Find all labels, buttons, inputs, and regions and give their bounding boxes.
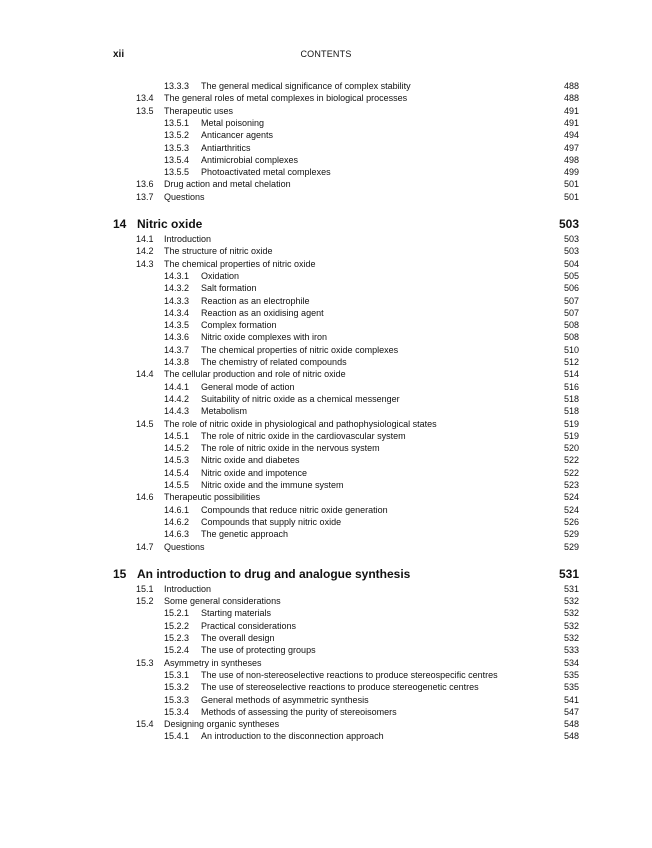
toc-number: 13.4 xyxy=(136,93,154,104)
toc-number: 14.5.2 xyxy=(164,443,190,454)
toc-subsection xyxy=(164,142,579,154)
toc-section xyxy=(136,583,579,595)
toc-number: 14.2 xyxy=(136,246,154,257)
toc-subsection xyxy=(164,669,579,681)
toc-page: 518 xyxy=(563,393,579,404)
toc-page: 535 xyxy=(563,669,579,680)
toc-number: 14.4.3 xyxy=(164,406,190,417)
toc-title: Nitric oxide and impotence xyxy=(201,467,308,478)
toc-page: 522 xyxy=(563,455,579,466)
toc-number: 15.3.2 xyxy=(164,682,190,693)
toc-number: 15.2.1 xyxy=(164,608,190,619)
toc-title: The structure of nitric oxide xyxy=(164,246,273,257)
toc-subsection xyxy=(164,620,579,632)
toc-number: 15.3.4 xyxy=(164,706,190,717)
toc-number: 14.4.2 xyxy=(164,393,190,404)
toc-number: 15.1 xyxy=(136,583,154,594)
toc-title: Anticancer agents xyxy=(201,130,274,141)
toc-subsection xyxy=(164,632,579,644)
toc-title: The chemistry of related compounds xyxy=(201,357,347,367)
toc-page: 520 xyxy=(563,443,579,454)
toc-page: 508 xyxy=(563,332,579,343)
toc-number: 14.1 xyxy=(136,234,154,244)
running-title: CONTENTS xyxy=(300,49,352,59)
toc-number: 14.3 xyxy=(136,258,154,269)
toc-title: Oxidation xyxy=(201,270,240,281)
toc-title: The general roles of metal complexes in biological processes xyxy=(164,93,408,104)
toc-subsection xyxy=(164,694,579,706)
toc-section xyxy=(136,178,579,190)
toc-subsection xyxy=(164,479,579,491)
toc-title: The role of nitric oxide in the cardiovascular system xyxy=(201,430,406,441)
toc-section xyxy=(136,595,579,607)
toc-subsection xyxy=(164,528,579,540)
toc-page: 533 xyxy=(563,645,579,656)
toc-title: General methods of asymmetric synthesis xyxy=(201,694,369,705)
toc-number: 14.3.8 xyxy=(164,357,190,367)
toc-page: 524 xyxy=(563,492,579,503)
toc-page: 505 xyxy=(563,270,579,281)
toc-title: The overall design xyxy=(201,633,275,643)
toc-subsection xyxy=(164,430,579,442)
toc-page: 491 xyxy=(563,105,579,116)
toc-title: Nitric oxide xyxy=(137,217,203,231)
toc-section xyxy=(136,541,579,553)
toc-subsection xyxy=(164,331,579,343)
toc-page: 541 xyxy=(563,694,579,705)
toc-subsection xyxy=(164,295,579,307)
toc-subsection xyxy=(164,681,579,693)
toc-title: Questions xyxy=(164,541,205,552)
toc-page: 522 xyxy=(563,467,579,478)
toc-number: 14.6.3 xyxy=(164,529,190,540)
toc-chapter xyxy=(113,566,579,582)
toc-page: 519 xyxy=(563,418,579,429)
toc-title: The use of protecting groups xyxy=(201,645,316,656)
toc-subsection xyxy=(164,80,579,92)
toc-subsection xyxy=(164,319,579,331)
toc-number: 14.3.1 xyxy=(164,270,190,281)
toc-subsection xyxy=(164,607,579,619)
toc-number: 13.5.4 xyxy=(164,154,190,165)
toc-section xyxy=(136,657,579,669)
toc-page: 503 xyxy=(563,246,579,257)
toc-title: Compounds that supply nitric oxide xyxy=(201,516,342,527)
toc-title: Complex formation xyxy=(201,320,277,331)
toc-number: 13.7 xyxy=(136,191,154,202)
toc-number: 15.3.3 xyxy=(164,694,190,705)
toc-title: An introduction to drug and analogue synthesis xyxy=(137,566,411,581)
toc-page: 507 xyxy=(563,295,579,306)
toc-page: 499 xyxy=(563,167,579,178)
toc-page: 547 xyxy=(563,706,579,717)
toc-title: Questions xyxy=(164,191,205,202)
toc-section xyxy=(136,105,579,117)
toc-number: 14.7 xyxy=(136,541,154,552)
toc-title: Asymmetry in syntheses xyxy=(164,657,262,668)
toc-subsection xyxy=(164,393,579,405)
toc-number: 14.5.4 xyxy=(164,467,190,478)
toc-subsection xyxy=(164,270,579,282)
toc-section xyxy=(136,245,579,257)
toc-subsection xyxy=(164,706,579,718)
toc-page: 531 xyxy=(558,566,579,581)
toc-title: Metal poisoning xyxy=(201,117,265,128)
toc-number: 15.3.1 xyxy=(164,669,190,680)
toc-section xyxy=(136,191,579,203)
toc-page: 532 xyxy=(563,620,579,631)
toc-subsection xyxy=(164,730,579,742)
toc-number: 15.2.3 xyxy=(164,633,190,643)
toc-subsection xyxy=(164,516,579,528)
toc-title: Drug action and metal chelation xyxy=(164,179,291,190)
toc-page: 512 xyxy=(563,357,579,367)
toc-page: 508 xyxy=(563,320,579,331)
toc-chapter xyxy=(113,216,579,232)
toc-page: 529 xyxy=(563,541,579,552)
toc-page: 519 xyxy=(563,430,579,441)
toc-number: 14 xyxy=(113,217,127,231)
toc-title: Methods of assessing the purity of stereoisomers xyxy=(201,706,397,717)
toc-title: Antiarthritics xyxy=(201,142,251,153)
toc-number: 15.2.2 xyxy=(164,620,190,631)
toc-section xyxy=(136,92,579,104)
toc-section xyxy=(136,418,579,430)
toc-page: 503 xyxy=(563,234,579,244)
toc-section xyxy=(136,258,579,270)
toc-number: 15.3 xyxy=(136,657,154,668)
toc-title: Starting materials xyxy=(201,608,272,619)
toc-subsection xyxy=(164,454,579,466)
toc-number: 13.5.2 xyxy=(164,130,190,141)
toc-subsection xyxy=(164,504,579,516)
toc-title: Salt formation xyxy=(201,283,257,294)
toc-number: 15.2.4 xyxy=(164,645,190,656)
toc-number: 14.3.2 xyxy=(164,283,190,294)
toc-number: 15.2 xyxy=(136,596,154,607)
toc-number: 14.6.1 xyxy=(164,504,190,515)
toc-page: 518 xyxy=(563,406,579,417)
toc-number: 14.5.5 xyxy=(164,480,190,490)
toc-number: 14.3.5 xyxy=(164,320,190,331)
toc-page: 497 xyxy=(563,142,579,153)
toc-number: 13.6 xyxy=(136,179,154,190)
toc-number: 15 xyxy=(113,566,127,581)
toc-page: 498 xyxy=(563,154,579,165)
toc-page: 494 xyxy=(563,130,579,141)
toc-title: Introduction xyxy=(164,583,212,594)
toc-page: 532 xyxy=(563,596,579,607)
toc-number: 14.3.3 xyxy=(164,295,190,306)
toc-title: The chemical properties of nitric oxide complexes xyxy=(201,344,399,355)
toc-title: Suitability of nitric oxide as a chemical messenger xyxy=(201,393,400,404)
toc-page: 501 xyxy=(563,191,579,202)
toc-subsection xyxy=(164,344,579,356)
toc-number: 15.4 xyxy=(136,719,154,730)
toc-subsection xyxy=(164,381,579,393)
toc-title: The use of non-stereoselective reactions to produce stereospecific centres xyxy=(201,669,498,680)
toc-section xyxy=(136,491,579,503)
toc-page: 524 xyxy=(563,504,579,515)
toc-title: Photoactivated metal complexes xyxy=(201,167,331,178)
toc-number: 13.5.1 xyxy=(164,117,190,128)
toc-title: Some general considerations xyxy=(164,596,281,607)
toc-page: 506 xyxy=(563,283,579,294)
toc-number: 14.5.1 xyxy=(164,430,190,441)
toc-subsection xyxy=(164,282,579,294)
toc-section xyxy=(136,718,579,730)
toc-page: 529 xyxy=(563,529,579,540)
toc-title: The role of nitric oxide in physiological and pathophysiological states xyxy=(164,418,437,429)
toc-number: 13.3.3 xyxy=(164,81,190,91)
toc-page: 501 xyxy=(563,179,579,190)
toc-page: 531 xyxy=(563,583,579,594)
toc-number: 13.5 xyxy=(136,105,154,116)
toc-page: 532 xyxy=(563,608,579,619)
toc-subsection xyxy=(164,154,579,166)
toc-title: The use of stereoselective reactions to produce stereogenetic centres xyxy=(201,682,479,693)
toc-title: Reaction as an electrophile xyxy=(201,295,310,306)
toc-subsection xyxy=(164,166,579,178)
toc-title: Antimicrobial complexes xyxy=(201,154,299,165)
toc-number: 13.5.3 xyxy=(164,142,190,153)
toc-title: The genetic approach xyxy=(201,529,289,540)
toc-page: 516 xyxy=(563,381,579,392)
toc-title: The cellular production and role of nitric oxide xyxy=(164,369,346,380)
toc-section xyxy=(136,233,579,245)
toc-title: Practical considerations xyxy=(201,620,297,631)
toc-number: 14.5.3 xyxy=(164,455,190,466)
toc-number: 14.5 xyxy=(136,418,154,429)
toc-subsection xyxy=(164,644,579,656)
toc-subsection xyxy=(164,129,579,141)
toc-page: 507 xyxy=(563,307,579,318)
toc-page: 523 xyxy=(563,480,579,490)
toc-title: Introduction xyxy=(164,234,212,244)
toc-title: Designing organic syntheses xyxy=(164,719,280,730)
toc-number: 14.6.2 xyxy=(164,516,190,527)
toc-title: General mode of action xyxy=(201,381,295,392)
toc-title: Metabolism xyxy=(201,406,248,417)
toc-number: 13.5.5 xyxy=(164,167,190,178)
toc-subsection xyxy=(164,307,579,319)
toc-title: Therapeutic possibilities xyxy=(164,492,261,503)
toc-title: Nitric oxide complexes with iron xyxy=(201,332,328,343)
toc-page: 488 xyxy=(563,81,579,91)
toc-page: 514 xyxy=(563,369,579,380)
toc-subsection xyxy=(164,356,579,368)
toc-subsection xyxy=(164,117,579,129)
toc-title: Therapeutic uses xyxy=(164,105,234,116)
toc-page: 488 xyxy=(563,93,579,104)
toc-title: Nitric oxide and diabetes xyxy=(201,455,300,466)
toc-page: 504 xyxy=(563,258,579,269)
toc-title: The role of nitric oxide in the nervous system xyxy=(201,443,380,454)
toc-subsection xyxy=(164,405,579,417)
toc-number: 14.6 xyxy=(136,492,154,503)
toc-number: 15.4.1 xyxy=(164,731,190,742)
toc-page: 535 xyxy=(563,682,579,693)
toc-number: 14.3.7 xyxy=(164,344,190,355)
toc-number: 14.4 xyxy=(136,369,154,380)
toc-page: 510 xyxy=(563,344,579,355)
toc-section xyxy=(136,368,579,380)
toc-page: 548 xyxy=(563,719,579,730)
toc-number: 14.3.4 xyxy=(164,307,190,318)
toc-page: 534 xyxy=(563,657,579,668)
toc-page: 526 xyxy=(563,516,579,527)
toc-page: 503 xyxy=(558,217,579,231)
toc-subsection xyxy=(164,442,579,454)
toc-page: 548 xyxy=(563,731,579,742)
page-number: xii xyxy=(113,49,125,60)
toc-number: 14.4.1 xyxy=(164,381,190,392)
toc-title: Reaction as an oxidising agent xyxy=(201,307,324,318)
toc-number: 14.3.6 xyxy=(164,332,190,343)
toc-title: An introduction to the disconnection approach xyxy=(201,731,384,742)
toc-title: The chemical properties of nitric oxide xyxy=(164,258,316,269)
toc-title: The general medical significance of complex stability xyxy=(201,81,411,91)
toc-title: Nitric oxide and the immune system xyxy=(201,480,344,490)
toc-page: 491 xyxy=(563,117,579,128)
page-header xyxy=(0,0,652,70)
toc-subsection xyxy=(164,467,579,479)
toc-page: 532 xyxy=(563,633,579,643)
toc-title: Compounds that reduce nitric oxide generation xyxy=(201,504,388,515)
